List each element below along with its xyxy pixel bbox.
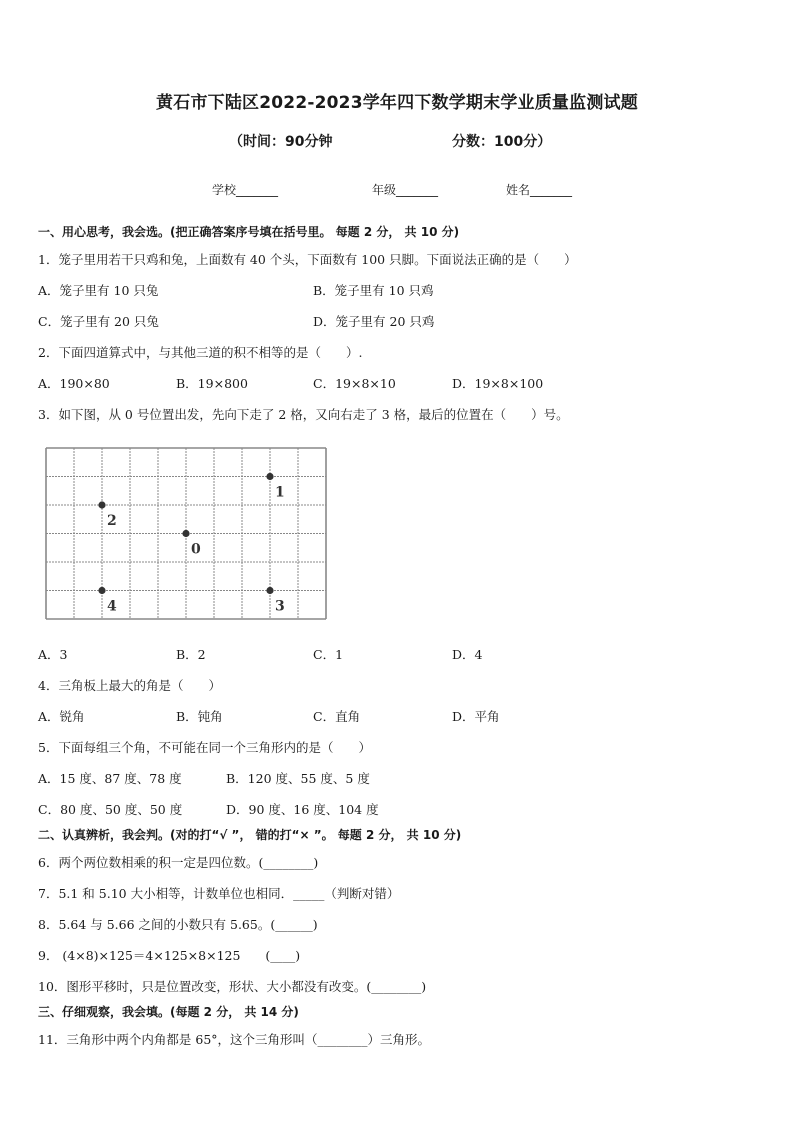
exam-score: 分数：100分） [452,134,552,150]
question-1: 1．笼子里用若干只鸡和兔，上面数有 40 个头，下面数有 100 只脚。下面说法正确的是（ ） [38,252,577,267]
section-3-heading: 三、仔细观察，我会填。(每题 2 分， 共 14 分) [38,1005,299,1019]
q5-option-b: B．120 度、55 度、5 度 [226,771,370,786]
question-10: 10．图形平移时，只是位置改变，形状、大小都没有改变。(________) [38,979,427,994]
grid-point-2 [98,501,105,508]
grid-point-label-1: 1 [275,484,285,501]
q3-option-b: B．2 [176,647,206,662]
q3-option-c: C．1 [313,647,344,662]
grid-point-1 [266,473,273,480]
question-4: 4．三角板上最大的角是（ ） [38,678,221,693]
school-field: 学校_______ [212,183,279,197]
question-2: 2．下面四道算式中，与其他三道的积不相等的是（ ）. [38,345,363,360]
question-6: 6．两个两位数相乘的积一定是四位数。(________) [38,855,319,870]
page-title: 黄石市下陆区2022-2023学年四下数学期末学业质量监测试题 [156,93,638,113]
q4-option-d: D．平角 [452,709,500,724]
q3-option-a: A．3 [38,647,68,662]
q1-option-d: D．笼子里有 20 只鸡 [313,314,435,329]
grid-point-label-0: 0 [191,541,201,558]
q1-option-a: A．笼子里有 10 只兔 [38,283,159,298]
grid-figure [42,444,330,624]
name-field: 姓名_______ [506,183,573,197]
grade-field: 年级_______ [372,183,439,197]
grid-point-0 [182,530,189,537]
grid-point-4 [98,587,105,594]
grid-point-label-4: 4 [107,598,117,615]
q1-option-b: B．笼子里有 10 只鸡 [313,283,434,298]
q2-option-a: A．190×80 [38,376,110,391]
grid-point-3 [266,587,273,594]
section-1-heading: 一、用心思考，我会选。(把正确答案序号填在括号里。 每题 2 分， 共 10 分) [38,225,460,239]
grid-point-label-3: 3 [275,598,285,615]
question-3: 3．如下图，从 0 号位置出发，先向下走了 2 格，又向右走了 3 格，最后的位置在（ ）号。 [38,407,569,422]
question-5: 5．下面每组三个角，不可能在同一个三角形内的是（ ） [38,740,371,755]
question-11: 11．三角形中两个内角都是 65°，这个三角形叫（________）三角形。 [38,1032,431,1047]
q4-option-c: C．直角 [313,709,361,724]
q5-option-a: A．15 度、87 度、78 度 [38,771,182,786]
q1-option-c: C．笼子里有 20 只兔 [38,314,159,329]
q5-option-c: C．80 度、50 度、50 度 [38,802,183,817]
q4-option-a: A．锐角 [38,709,85,724]
grid-point-label-2: 2 [107,513,117,529]
question-8: 8．5.64 与 5.66 之间的小数只有 5.65。(______) [38,917,318,932]
q2-option-d: D．19×8×100 [452,376,544,391]
q5-option-d: D．90 度、16 度、104 度 [226,802,379,817]
section-2-heading: 二、认真辨析，我会判。(对的打“√ ”， 错的打“× ”。 每题 2 分， 共 10 分) [38,828,462,842]
q2-option-b: B．19×800 [176,376,248,391]
question-7: 7．5.1 和 5.10 大小相等，计数单位也相同．_____（判断对错） [38,886,400,901]
q4-option-b: B．钝角 [176,709,223,724]
q2-option-c: C．19×8×10 [313,376,396,391]
question-9: 9． (4×8)×125＝4×125×8×125 (____) [38,948,301,963]
exam-time: （时间：90分钟 [229,134,333,150]
q3-option-d: D．4 [452,647,483,662]
